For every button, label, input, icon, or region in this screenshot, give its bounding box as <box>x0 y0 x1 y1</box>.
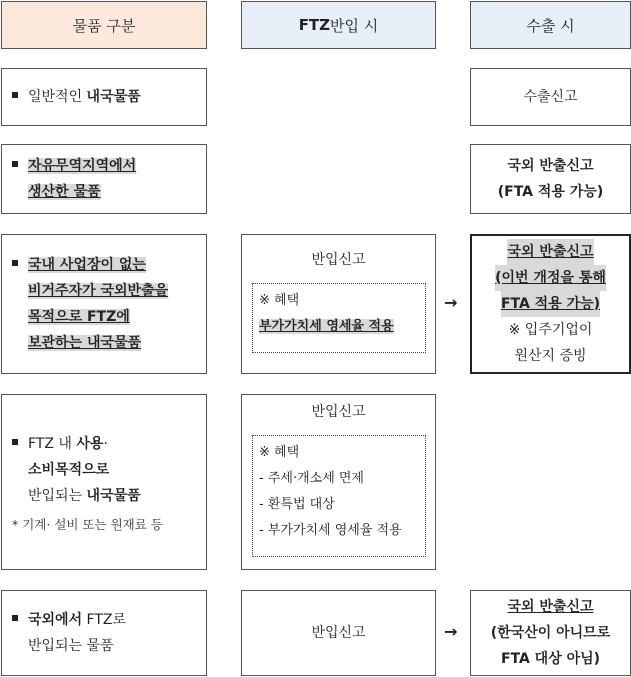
row1-goods-line <box>12 84 206 110</box>
header-ftz-entry <box>241 1 436 49</box>
bullet-icon <box>12 92 18 98</box>
row2-goods-text2: 생산한 물품 <box>28 184 101 200</box>
row2-goods-line1 <box>12 153 206 179</box>
row4-goods-line1 <box>12 431 206 457</box>
bullet-icon <box>12 615 18 621</box>
row3-export-line1: 국외 반출신고 <box>507 239 593 265</box>
row5-goods <box>1 590 207 676</box>
row3-benefit-item: 부가가치세 영세율 적용 <box>259 319 394 334</box>
row2-export-line2: (FTA 적용 가능) <box>497 184 604 200</box>
row4-benefit-item2: - 환특법 대상 <box>259 497 335 512</box>
row4-goods-post: · <box>103 436 108 452</box>
row3-goods-text3: 목적으로 FTZ에 <box>28 309 130 325</box>
row3-export-line2: (이번 개정을 통해 <box>495 265 606 291</box>
row3-goods-text4: 보관하는 <box>28 335 87 351</box>
row4-goods-line2: 소비목적으로 <box>28 462 110 478</box>
header-goods-category <box>1 1 207 49</box>
row3-ftz <box>241 234 436 374</box>
row4-ftz-title: 반입신고 <box>311 404 366 420</box>
row4-benefit-box <box>252 435 426 557</box>
header-goods-category-label: 물품 구분 <box>72 16 136 35</box>
row2-goods <box>1 144 207 214</box>
row4-benefit-item3: - 부가가치세 영세율 적용 <box>259 523 402 538</box>
header-export <box>470 1 631 49</box>
row3-export-note2: 원산지 증빙 <box>514 348 587 364</box>
row5-goods-post: FTZ로 <box>82 612 127 628</box>
row5-arrow-icon: → <box>444 622 458 641</box>
row3-arrow-icon: → <box>444 293 458 312</box>
row4-goods-pre3: 반입되는 <box>28 488 87 504</box>
row5-ftz <box>241 590 436 676</box>
row5-goods-line2: 반입되는 물품 <box>28 638 114 654</box>
row3-goods-line2 <box>12 278 206 304</box>
bullet-icon <box>12 439 18 445</box>
row5-export-line1: 국외 반출신고 <box>507 599 594 615</box>
row3-goods-line1 <box>12 252 206 278</box>
row1-export <box>470 68 631 126</box>
bullet-icon <box>12 260 18 266</box>
row3-benefit-box <box>252 283 426 353</box>
row4-goods-pre: FTZ 내 <box>28 436 77 452</box>
row2-goods-line2 <box>12 179 206 205</box>
row1-goods-bold: 내국물품 <box>86 89 141 105</box>
header-export-label: 수출 시 <box>526 16 575 35</box>
row3-goods-text2: 비거주자가 국외반출을 <box>28 283 169 299</box>
row4-ftz <box>241 394 436 570</box>
header-ftz-bold: FTZ <box>298 16 331 34</box>
row1-goods <box>1 68 207 126</box>
row3-goods <box>1 234 207 374</box>
row3-goods-text1: 국내 사업장이 없는 <box>28 257 146 273</box>
row3-goods-line4 <box>12 330 206 356</box>
row4-goods-line3 <box>12 483 206 509</box>
row4-benefit-title: ※ 혜택 <box>259 445 300 460</box>
row4-goods <box>1 394 207 570</box>
row5-export-line3: FTA 대상 아님) <box>500 651 601 667</box>
row5-export-line2: (한국산이 아니므로 <box>490 625 611 641</box>
row5-export <box>470 590 631 676</box>
row1-export-label: 수출신고 <box>523 89 578 105</box>
row5-ftz-title: 반입신고 <box>311 625 366 641</box>
row4-benefit-item1: - 주세·개소세 면제 <box>259 471 364 486</box>
header-ftz-rest: 반입 시 <box>330 16 379 35</box>
row5-goods-bold: 국외에서 <box>28 612 83 628</box>
row3-export-note1: ※ 입주기업이 <box>508 322 593 338</box>
row1-goods-pre: 일반적인 <box>28 89 87 105</box>
row3-ftz-title: 반입신고 <box>311 252 366 268</box>
row5-goods-line1 <box>12 607 206 633</box>
row3-goods-text4-bold: 내국물품 <box>86 335 142 351</box>
row2-goods-text1: 자유무역지역에서 <box>28 158 137 174</box>
row3-goods-line3 <box>12 304 206 330</box>
row4-goods-bold1: 사용 <box>76 436 104 452</box>
bullet-icon <box>12 161 18 167</box>
row4-goods-bold3: 내국물품 <box>86 488 141 504</box>
row2-export <box>470 144 631 214</box>
row3-benefit-title: ※ 혜택 <box>259 293 300 308</box>
row3-export-line3: FTA 적용 가능) <box>501 291 600 317</box>
row4-goods-note: * 기계· 설비 또는 원재료 등 <box>12 517 163 532</box>
row2-export-line1: 국외 반출신고 <box>507 158 594 174</box>
row3-export <box>470 234 631 374</box>
